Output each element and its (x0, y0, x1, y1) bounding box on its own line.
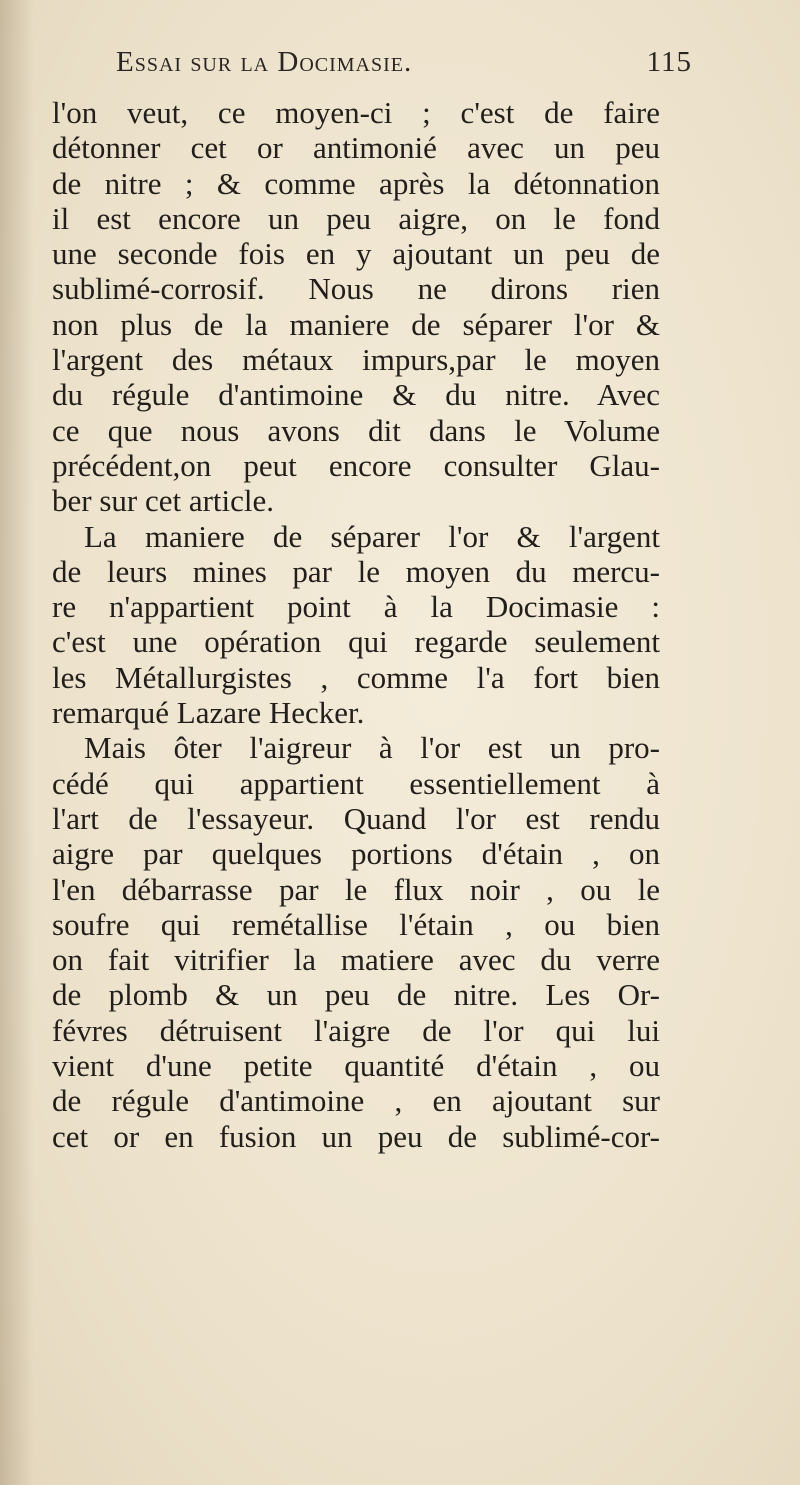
text-line: l'art de l'essayeur. Quand l'or est rendu (52, 800, 660, 836)
text-line: re n'appartient point à la Docimasie : (52, 589, 660, 625)
text-line: sublimé-corrosif. Nous ne dirons rien (52, 271, 660, 307)
text-line: cet or en fusion un peu de sublimé-cor- (52, 1118, 660, 1154)
text-line-paragraph-start: Mais ôter l'aigreur à l'or est un pro- (84, 730, 660, 766)
text-line: l'on veut, ce moyen-ci ; c'est de faire (52, 95, 660, 130)
text-line: c'est une opération qui regarde seulement (52, 624, 660, 660)
text-line-paragraph-end: remarqué Lazare Hecker. (52, 695, 365, 731)
text-line: détonner cet or antimonié avec un peu (52, 130, 660, 166)
text-line: de leurs mines par le moyen du mercu- (52, 553, 660, 589)
text-line: on fait vitrifier la matiere avec du verre (52, 942, 660, 978)
page-number: 115 (646, 46, 692, 78)
text-line: non plus de la maniere de séparer l'or & (52, 306, 660, 342)
text-line: du régule d'antimoine & du nitre. Avec (52, 377, 660, 413)
text-line: l'en débarrasse par le flux noir , ou le (52, 871, 660, 907)
text-line: févres détruisent l'aigre de l'or qui lui (52, 1012, 660, 1048)
text-line: vient d'une petite quantité d'étain , ou (52, 1048, 660, 1084)
text-line: il est encore un peu aigre, on le fond (52, 200, 660, 236)
text-line: de nitre ; & comme après la détonnation (52, 165, 660, 201)
text-line-paragraph-start: La maniere de séparer l'or & l'argent (84, 518, 660, 554)
text-line: de plomb & un peu de nitre. Les Or- (52, 977, 660, 1013)
binding-gutter-shadow (0, 0, 34, 1485)
text-line: précédent,on peut encore consulter Glau- (52, 447, 660, 483)
running-head-title: Essai sur la Docimasie. (116, 46, 413, 78)
text-line: une seconde fois en y ajoutant un peu de (52, 236, 660, 272)
text-line: ce que nous avons dit dans le Volume (52, 412, 660, 448)
text-line: soufre qui remétallise l'étain , ou bien (52, 906, 660, 942)
text-line: cédé qui appartient essentiellement à (52, 765, 660, 801)
text-line: les Métallurgistes , comme l'a fort bien (52, 659, 660, 695)
text-line-paragraph-end: ber sur cet article. (52, 483, 275, 519)
text-line: de régule d'antimoine , en ajoutant sur (52, 1083, 660, 1119)
body-text (52, 95, 660, 1154)
text-line: aigre par quelques portions d'étain , on (52, 836, 660, 872)
text-line: l'argent des métaux impurs,par le moyen (52, 342, 660, 378)
